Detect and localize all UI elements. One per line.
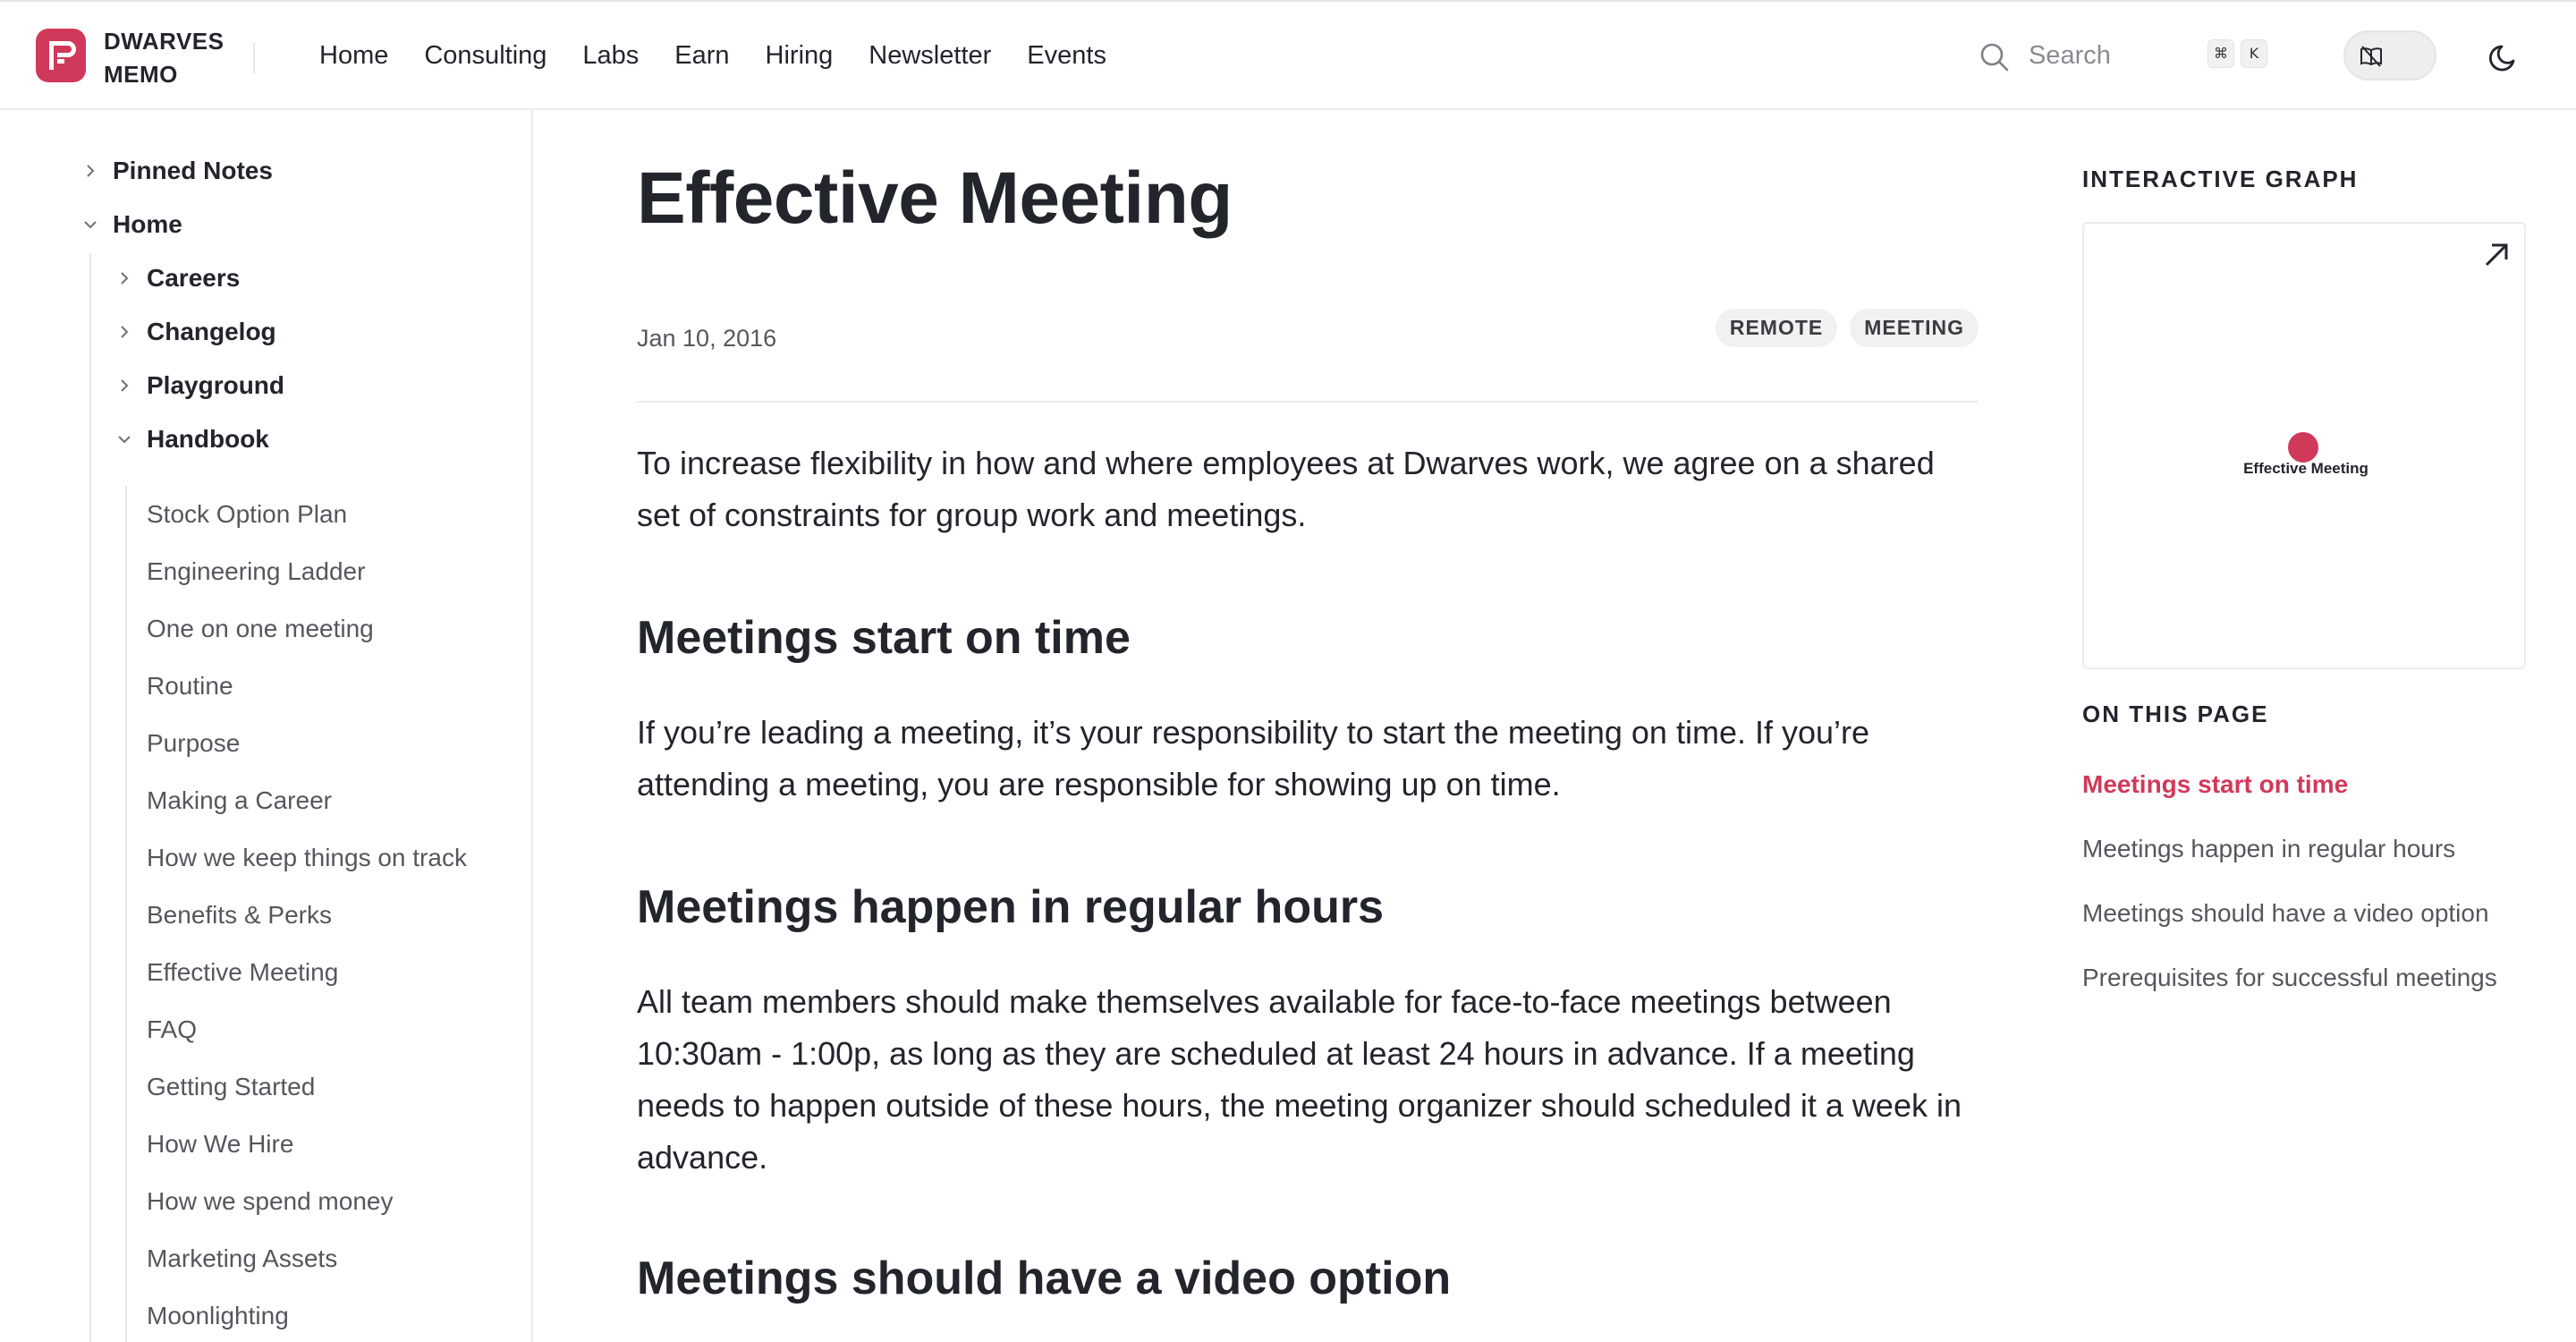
sidebar-item-changelog[interactable]: [114, 318, 276, 346]
sidebar-item-keep-things-on-track[interactable]: How we keep things on track: [147, 844, 467, 871]
nav-newsletter[interactable]: Newsletter: [869, 41, 992, 70]
expand-arrow-icon[interactable]: [2481, 240, 2512, 270]
graph-node-label: Effective Meeting: [2243, 460, 2368, 477]
shortcut-k-key: K: [2241, 39, 2267, 68]
graph-node[interactable]: [2288, 432, 2318, 463]
section-paragraph: If you’re leading a meeting, it’s your responsibility to start the meeting on time. If you’re attending a meeting, you are responsible for showing up on time.: [637, 714, 1870, 803]
sidebar-item-moonlighting[interactable]: Moonlighting: [147, 1302, 289, 1329]
toc-item-prerequisites[interactable]: Prerequisites for successful meetings: [2082, 964, 2497, 991]
article-date: Jan 10, 2016: [637, 325, 777, 352]
nav-labs[interactable]: Labs: [582, 41, 640, 70]
chevron-down-icon: [80, 215, 100, 234]
tag-list: [1716, 309, 1979, 347]
reading-mode-toggle[interactable]: [2343, 30, 2436, 81]
graph-heading: INTERACTIVE GRAPH: [2082, 166, 2359, 192]
section-heading: Meetings happen in regular hours: [637, 881, 1384, 933]
sidebar-item-label: Handbook: [147, 425, 269, 453]
header-divider: [637, 401, 1979, 403]
sidebar-item-handbook[interactable]: [114, 425, 269, 454]
sidebar-item-faq[interactable]: FAQ: [147, 1015, 198, 1043]
sidebar-item-pinned-notes[interactable]: [80, 157, 273, 185]
book-open-icon: [2358, 43, 2385, 70]
search-box[interactable]: [1975, 36, 2279, 79]
section-heading: Meetings should have a video option: [637, 1253, 1452, 1304]
sidebar-item-making-a-career[interactable]: Making a Career: [147, 786, 332, 814]
sidebar-item-label: Playground: [147, 371, 285, 399]
nav-hiring[interactable]: Hiring: [765, 41, 834, 70]
section-heading: Meetings start on time: [637, 612, 1131, 664]
sidebar-item-careers[interactable]: [114, 264, 240, 293]
sidebar-item-label: Changelog: [147, 318, 276, 345]
nav-earn[interactable]: Earn: [674, 41, 730, 70]
brand-line-2: MEMO: [104, 61, 178, 88]
nav-consulting[interactable]: Consulting: [424, 41, 547, 70]
toc-heading: ON THIS PAGE: [2082, 701, 2269, 727]
chevron-right-icon: [80, 161, 100, 181]
nav-home[interactable]: Home: [319, 41, 389, 70]
sidebar-item-marketing-assets[interactable]: Marketing Assets: [147, 1244, 338, 1272]
tree-guide-line: [125, 486, 127, 1342]
brand-wordmark[interactable]: [104, 25, 225, 91]
intro-paragraph: To increase flexibility in how and where employees at Dwarves work, we agree on a shared set of constraints for group work and meetings.: [637, 445, 1935, 533]
toc-item-regular-hours[interactable]: Meetings happen in regular hours: [2082, 835, 2456, 862]
section-paragraph: All team members should make themselves available for face-to-face meetings between 10:30am - 1:00p, as long as they are scheduled at least 24 hours in advance. If a meeting needs to happen outside of these hours, the meeting organizer should scheduled it a week in advance.: [637, 983, 1962, 1176]
chevron-right-icon: [114, 268, 134, 288]
chevron-down-icon: [114, 429, 134, 449]
shortcut-cmd-key: ⌘: [2207, 39, 2234, 68]
nav-events[interactable]: Events: [1027, 41, 1106, 70]
sidebar-item-home[interactable]: [80, 210, 182, 239]
page-title: Effective Meeting: [637, 157, 1233, 239]
sidebar-item-label: Home: [113, 210, 182, 238]
search-icon: [1979, 41, 2011, 73]
brand-line-1: DWARVES: [104, 28, 225, 55]
sidebar-item-engineering-ladder[interactable]: Engineering Ladder: [147, 557, 366, 585]
dark-mode-moon-icon[interactable]: [2487, 39, 2522, 75]
sidebar-item-label: Pinned Notes: [113, 157, 273, 184]
top-header: [0, 0, 2576, 110]
sidebar-item-routine[interactable]: Routine: [147, 672, 233, 700]
sidebar-item-one-on-one-meeting[interactable]: One on one meeting: [147, 615, 374, 642]
sidebar-item-getting-started[interactable]: Getting Started: [147, 1073, 316, 1100]
toc-item-start-on-time[interactable]: Meetings start on time: [2082, 770, 2349, 798]
chevron-right-icon: [114, 322, 134, 342]
tag-remote[interactable]: REMOTE: [1716, 309, 1837, 347]
sidebar-item-effective-meeting[interactable]: Effective Meeting: [147, 958, 339, 986]
brand-divider: [253, 43, 255, 73]
tag-meeting[interactable]: MEETING: [1850, 309, 1979, 347]
sidebar-item-benefits-perks[interactable]: Benefits & Perks: [147, 901, 332, 929]
dwarves-logo-icon[interactable]: [36, 29, 86, 82]
sidebar-item-how-we-hire[interactable]: How We Hire: [147, 1130, 294, 1158]
tree-guide-line: [89, 253, 91, 1342]
sidebar-item-playground[interactable]: [114, 371, 284, 400]
chevron-right-icon: [114, 376, 134, 395]
search-placeholder: Search: [2029, 41, 2111, 70]
sidebar-item-label: Careers: [147, 264, 241, 292]
sidebar-item-purpose[interactable]: Purpose: [147, 729, 241, 757]
toc-item-video-option[interactable]: Meetings should have a video option: [2082, 899, 2489, 927]
sidebar-nav: [0, 110, 533, 1342]
sidebar-item-stock-option-plan[interactable]: Stock Option Plan: [147, 500, 348, 528]
sidebar-item-how-we-spend-money[interactable]: How we spend money: [147, 1187, 394, 1215]
main-nav: [319, 41, 1106, 71]
interactive-graph[interactable]: [2082, 222, 2526, 669]
